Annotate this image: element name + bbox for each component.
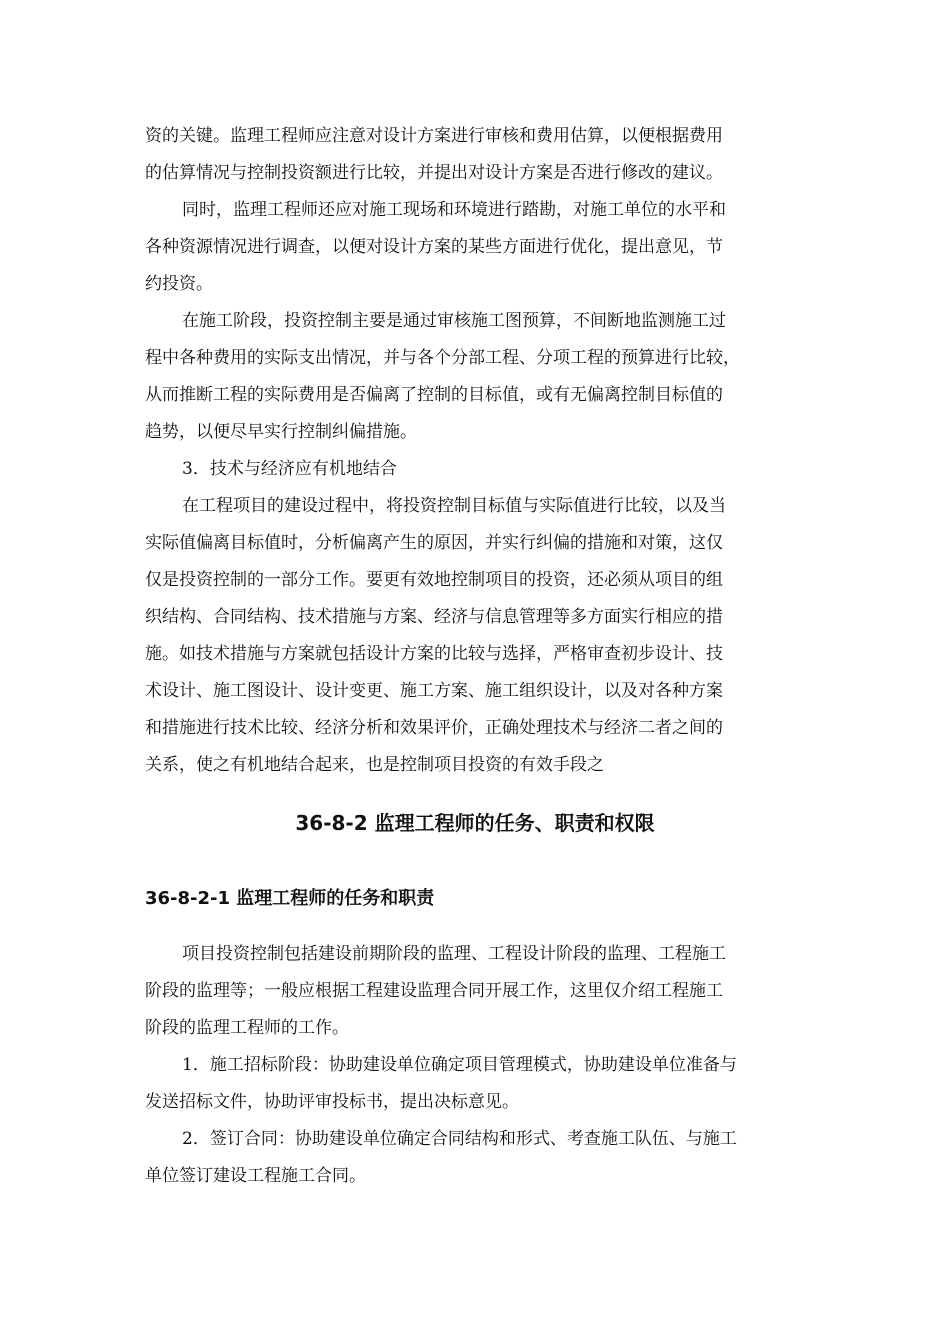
paragraph (145, 118, 807, 192)
section-heading: 36-8-2 监理工程师的任务、职责和权限 (295, 811, 655, 835)
text-line: 单位签订建设工程施工合同。 (145, 1166, 366, 1186)
text-line: 关系，使之有机地结合起来，也是控制项目投资的有效手段之 (145, 755, 604, 775)
text-line: 织结构、合同结构、技术措施与方案、经济与信息管理等多方面实行相应的措 (145, 607, 723, 627)
text-line: 术设计、施工图设计、设计变更、施工方案、施工组织设计，以及对各种方案 (145, 681, 723, 701)
item-3-title: 3．技术与经济应有机地结合 (182, 459, 397, 479)
subsection-heading: 36-8-2-1 监理工程师的任务和职责 (145, 888, 435, 909)
text-line: 约投资。 (145, 274, 213, 294)
list-item-heading (145, 451, 807, 488)
text-line: 1．施工招标阶段：协助建设单位确定项目管理模式，协助建设单位准备与 (182, 1055, 737, 1075)
list-item (145, 1121, 807, 1195)
text-line: 和措施进行技术比较、经济分析和效果评价，正确处理技术与经济二者之间的 (145, 718, 723, 738)
text-line: 2．签订合同：协助建设单位确定合同结构和形式、考查施工队伍、与施工 (182, 1129, 737, 1149)
text-line: 各种资源情况进行调查，以便对设计方案的某些方面进行优化，提出意见，节 (145, 237, 723, 257)
text-line: 实际值偏离目标值时，分析偏离产生的原因，并实行纠偏的措施和对策，这仅 (145, 533, 723, 553)
text-line: 在工程项目的建设过程中，将投资控制目标值与实际值进行比较，以及当 (182, 496, 726, 516)
text-line: 资的关键。监理工程师应注意对设计方案进行审核和费用估算，以便根据费用 (145, 126, 723, 146)
text-line: 阶段的监理工程师的工作。 (145, 1018, 349, 1038)
text-line: 在施工阶段，投资控制主要是通过审核施工图预算，不间断地监测施工过 (182, 311, 726, 331)
paragraph (145, 488, 807, 784)
text-line: 的估算情况与控制投资额进行比较，并提出对设计方案是否进行修改的建议。 (145, 163, 723, 183)
text-line: 同时，监理工程师还应对施工现场和环境进行踏勘，对施工单位的水平和 (182, 200, 726, 220)
paragraph (145, 303, 807, 451)
text-line: 发送招标文件，协助评审投标书，提出决标意见。 (145, 1092, 519, 1112)
text-line: 从而推断工程的实际费用是否偏离了控制的目标值，或有无偏离控制目标值的 (145, 385, 723, 405)
text-line: 施。如技术措施与方案就包括设计方案的比较与选择，严格审查初步设计、技 (145, 644, 723, 664)
paragraph (145, 936, 807, 1047)
text-line: 项目投资控制包括建设前期阶段的监理、工程设计阶段的监理、工程施工 (182, 944, 726, 964)
text-line: 趋势，以便尽早实行控制纠偏措施。 (145, 422, 417, 442)
text-line: 阶段的监理等；一般应根据工程建设监理合同开展工作，这里仅介绍工程施工 (145, 981, 723, 1001)
text-line: 仅是投资控制的一部分工作。要更有效地控制项目的投资，还必须从项目的组 (145, 570, 723, 590)
list-item (145, 1047, 807, 1121)
paragraph (145, 192, 807, 303)
text-line: 程中各种费用的实际支出情况，并与各个分部工程、分项工程的预算进行比较， (145, 348, 740, 368)
body-text-bottom (145, 936, 807, 1195)
body-text-top (145, 118, 807, 784)
